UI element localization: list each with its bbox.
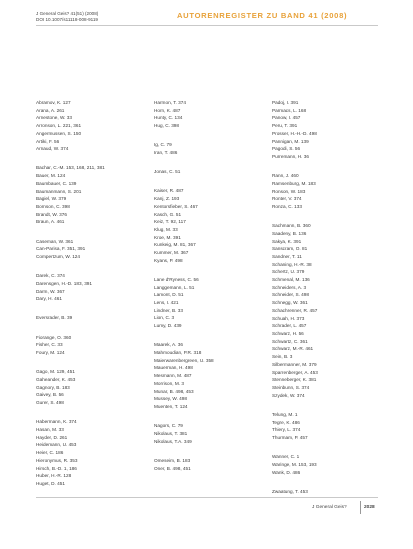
- index-group: [36, 334, 142, 357]
- author-entry: Dary, H. 461: [36, 296, 62, 302]
- author-entry: Mahmoudian, P.R. 318: [154, 350, 202, 356]
- author-entry: Hirsch, B.-D. 1, 186: [36, 465, 77, 471]
- author-entry: Arnaud, W. 374: [36, 146, 69, 152]
- author-entry: Sachmann, B. 360: [272, 223, 311, 229]
- author-entry: Sein, B. 3: [272, 354, 293, 360]
- author-entry: Can-Parisa, F. 351, 391: [36, 246, 86, 252]
- author-entry: Oner, B. 498, 451: [154, 465, 191, 471]
- author-entry: Kunkeig, M. 81, 367: [154, 242, 196, 248]
- author-entry: Stenneberger, K. 381: [272, 377, 317, 383]
- author-entry: Kasch, G. 51: [154, 211, 182, 217]
- author-entry: Heier, C. 186: [36, 450, 64, 456]
- author-entry: Lindner, B. 33: [154, 307, 183, 313]
- author-entry: Maierwarenbergreen, U. 358: [154, 357, 214, 363]
- author-entry: Darek, C. 374: [36, 273, 65, 279]
- footer-journal: J General Geis?: [312, 505, 347, 510]
- author-entry: Kummer, M. 367: [154, 250, 189, 256]
- author-entry: Telung, M. 1: [272, 411, 298, 417]
- author-entry: Fisher, C. 33: [36, 342, 63, 348]
- index-group: [272, 453, 378, 476]
- author-entry: Lane d'Ryness, C. 56: [154, 276, 199, 282]
- author-entry: Prosser, H.-H.-D. 498: [272, 130, 317, 136]
- author-entry: Padoj, I. 391: [272, 100, 299, 105]
- author-entry: Arnestone, W. 33: [36, 115, 72, 121]
- author-entry: Darensgen, H.-D. 183, 391: [36, 280, 93, 286]
- author-entry: Kanj, Z. 193: [154, 196, 180, 202]
- journal-line: J General Geis? 41(51) (2008): [36, 11, 99, 16]
- author-entry: Schaning, H.-R. 38: [272, 261, 312, 267]
- author-entry: Braun, A. 461: [36, 219, 65, 225]
- author-entry: Bauer, M. 124: [36, 173, 66, 179]
- author-entry: Wanner, C. 1: [272, 454, 300, 460]
- author-entry: Harmon, T. 374: [154, 100, 186, 105]
- author-entry: Foury, M. 124: [36, 350, 65, 356]
- index-group: [272, 172, 378, 211]
- author-entry: Darm, W. 367: [36, 288, 65, 294]
- author-entry: Szydek, W. 374: [272, 392, 305, 398]
- author-entry: Sparrenberger, A. 453: [272, 369, 318, 375]
- author-entry: Baumanmann, S. 201: [36, 188, 82, 194]
- author-entry: Kyans, P. 498: [154, 257, 183, 263]
- author-entry: Huber, H.-R. 128: [36, 473, 72, 479]
- author-entry: Brandt, W. 376: [36, 211, 68, 217]
- author-entry: Arronson, L. 221, 361: [36, 123, 82, 129]
- author-entry: Rann, J. 460: [272, 173, 299, 179]
- author-column-3: [272, 99, 378, 507]
- index-group: [154, 168, 260, 176]
- index-group: [36, 418, 142, 487]
- author-entry: Gagnory, B. 183: [36, 384, 70, 390]
- author-entry: Compertzum, W. 124: [36, 253, 81, 259]
- index-group: [36, 238, 142, 261]
- author-entry: Mauerman, H. 498: [154, 365, 193, 371]
- author-entry: Jonas, C. 51: [154, 169, 181, 175]
- author-entry: Nikolaus, T.A. 349: [154, 438, 192, 444]
- author-entry: Schwarz, M.-R. 461: [272, 346, 314, 352]
- author-entry: Gaheander, K. 453: [36, 376, 76, 382]
- author-entry: Baumbauer, C. 139: [36, 180, 77, 186]
- doi-line: DOI 10.1007/s11118-008-9119: [36, 17, 98, 22]
- author-entry: Iran, T. 486: [154, 150, 178, 156]
- author-entry: Schertz, U. 379: [272, 269, 305, 275]
- author-entry: Lens, I. 421: [154, 300, 179, 306]
- author-entry: Maarek, A. 36: [154, 342, 183, 348]
- author-entry: Caseman, W. 361: [36, 238, 74, 244]
- author-entry: Muenten, T. 124: [154, 404, 188, 409]
- author-entry: Ramsenburg, M. 183: [272, 180, 316, 186]
- page-title: AUTORENREGISTER ZU BAND 41 (2008): [177, 11, 348, 20]
- author-entry: Keiz, T. 92, 117: [154, 219, 186, 225]
- author-entry: Lumy, D. 439: [154, 323, 182, 329]
- author-entry: Pagodi, S. 56: [272, 146, 301, 152]
- author-entry: Thurmam, P. 457: [272, 434, 308, 440]
- author-entry: Schwarz, H. 56: [272, 330, 304, 336]
- author-entry: Saadeny, B. 136: [272, 230, 307, 236]
- author-entry: Ronson, W. 183: [272, 188, 306, 194]
- author-entry: Omeseim, B. 183: [154, 457, 191, 463]
- author-entry: Wank, D. 486: [272, 469, 301, 475]
- author-entry: Heidemann, U. 453: [36, 442, 77, 448]
- footer-separator: [360, 501, 361, 514]
- author-entry: Schachrenner, R. 457: [272, 307, 318, 313]
- index-group: [154, 141, 260, 156]
- author-entry: Waringe, M. 153, 193: [272, 461, 317, 467]
- author-entry: Thiery, L. 374: [272, 427, 301, 433]
- index-group: [154, 187, 260, 264]
- index-group: [36, 314, 142, 322]
- author-entry: Horn, K. 487: [154, 107, 181, 113]
- author-entry: Arana, A. 261: [36, 107, 65, 113]
- author-column-1: [36, 99, 142, 499]
- author-entry: Abramov, K. 127: [36, 100, 71, 105]
- author-entry: Ig, C. 79: [154, 142, 172, 148]
- index-group: [36, 164, 142, 226]
- index-group: [154, 99, 260, 130]
- author-entry: Hayder, D. 261: [36, 434, 68, 440]
- index-group: [272, 411, 378, 442]
- author-entry: Schuah, H. 373: [272, 315, 305, 321]
- author-entry: Hieronymus, R. 353: [36, 457, 78, 463]
- author-entry: Silbermanner, M. 379: [272, 361, 317, 367]
- author-entry: Eversrader, B. 39: [36, 315, 73, 321]
- author-entry: Parmacs, L. 168: [272, 107, 307, 113]
- index-group: [154, 422, 260, 445]
- index-group: [36, 368, 142, 407]
- author-entry: Schwartz, C. 361: [272, 338, 308, 344]
- author-entry: Hasan, M. 33: [36, 427, 64, 432]
- author-entry: Klug, M. 33: [154, 226, 178, 232]
- author-entry: Artiki, F. 56: [36, 138, 60, 144]
- index-group: [36, 272, 142, 303]
- author-entry: Kentorsfieber, S. 467: [154, 203, 198, 209]
- author-entry: Gago, M. 129, 451: [36, 369, 75, 375]
- footer-divider: [36, 497, 378, 498]
- author-entry: Panow, I. 457: [272, 115, 301, 121]
- author-entry: Schmenal, M. 136: [272, 277, 310, 283]
- index-group: [272, 99, 378, 161]
- author-entry: Bachar, C.-M. 153, 168, 211, 381: [36, 165, 105, 171]
- author-entry: Gaivey, B. 56: [36, 392, 64, 398]
- author-entry: Mussey, W. 498: [154, 396, 187, 402]
- journal-citation: [36, 11, 98, 23]
- author-entry: Hug, C. 398: [154, 123, 180, 129]
- author-entry: Fiorange, O. 360: [36, 334, 72, 340]
- author-entry: Bagiel, W. 379: [36, 196, 67, 202]
- author-entry: Morrison, M. 3: [154, 380, 184, 386]
- author-entry: Mesmann, M. 487: [154, 373, 192, 379]
- author-entry: Huget, D. 451: [36, 480, 65, 486]
- author-entry: Habermann, K. 374: [36, 419, 77, 425]
- header-divider: [36, 25, 378, 26]
- author-entry: Hunty, C. 134: [154, 115, 183, 121]
- author-entry: Langgemann, L. 51: [154, 284, 195, 290]
- author-entry: Kroe, M. 391: [154, 234, 181, 240]
- author-entry: Lion, C. 3: [154, 315, 175, 321]
- author-entry: Zwaatung, T. 453: [272, 488, 308, 494]
- index-group: [154, 276, 260, 330]
- page-number: 2028: [364, 505, 375, 510]
- author-entry: Nikolaus, T. 381: [154, 430, 188, 436]
- author-entry: Peru, T. 391: [272, 123, 298, 129]
- author-entry: Sandner, T. 11: [272, 253, 302, 259]
- index-group: [272, 222, 378, 399]
- author-entry: Purremann, H. 36: [272, 153, 309, 159]
- author-entry: Gurer, S. 498: [36, 400, 64, 406]
- index-group: [272, 488, 378, 496]
- author-entry: Nagors, C. 79: [154, 423, 183, 429]
- author-entry: Angermussen, S. 150: [36, 130, 82, 136]
- author-entry: Lamont, D. 51: [154, 292, 184, 298]
- index-group: [154, 341, 260, 410]
- author-entry: Schnegg, W. 361: [272, 300, 308, 306]
- author-entry: Pannigan, M. 139: [272, 138, 309, 144]
- author-entry: Bornson, C. 398: [36, 203, 70, 209]
- author-entry: Schrader, L. 457: [272, 323, 307, 329]
- author-entry: Sakya, K. 391: [272, 238, 302, 244]
- author-entry: Schneiders, A. 3: [272, 284, 307, 290]
- author-entry: Ronza, C. 133: [272, 203, 302, 209]
- author-entry: Tegre, K. 486: [272, 419, 300, 425]
- author-entry: Kaiser, R. 487: [154, 188, 184, 194]
- index-group: [154, 457, 260, 472]
- author-entry: Sanscram, O. 81: [272, 246, 308, 252]
- author-entry: Munar, B. 498, 453: [154, 388, 194, 394]
- index-group: [36, 99, 142, 153]
- author-entry: Ronter, V. 374: [272, 196, 302, 202]
- author-entry: Schneider, S. 498: [272, 292, 310, 298]
- author-column-2: [154, 99, 260, 484]
- author-entry: Steinbunn, S. 374: [272, 384, 310, 390]
